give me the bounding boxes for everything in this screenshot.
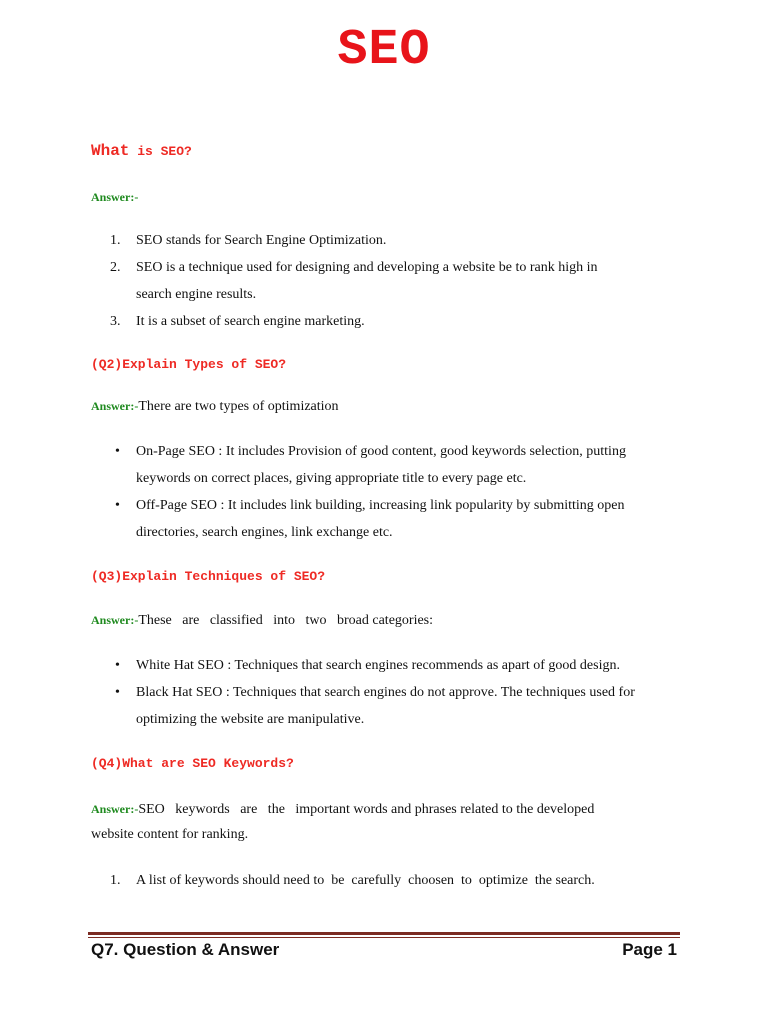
list-item <box>0 867 676 894</box>
footer-document-title: Q7. Question & Answer <box>91 940 280 959</box>
answer-label: Answer:- <box>91 802 139 816</box>
list-item-text: Black Hat SEO : Techniques that search engines do not approve. The techniques used for <box>136 685 635 700</box>
list-marker: 3. <box>110 314 121 329</box>
question-1-heading <box>91 142 192 160</box>
list-item <box>0 438 676 492</box>
list-item-text-continued: directories, search engines, link exchange etc. <box>136 525 393 540</box>
list-item-text-continued: search engine results. <box>136 287 257 302</box>
list-marker: 2. <box>110 260 121 275</box>
answer-label: Answer:- <box>91 613 139 627</box>
question-2-heading: (Q2)Explain Types of SEO? <box>91 357 287 372</box>
question-1-heading-rest: is SEO? <box>129 144 192 159</box>
footer-rule-thin <box>88 937 680 938</box>
answer-text: These are classified into two broad categories: <box>138 613 434 628</box>
page-title: SEO <box>337 22 431 79</box>
answer-text: There are two types of optimization <box>138 399 339 414</box>
list-item-text-continued: optimizing the website are manipulative. <box>136 712 365 727</box>
question-1-list <box>0 227 676 335</box>
question-4-answer <box>91 797 681 847</box>
list-item-text: A list of keywords should need to be carefully choosen to optimize the search. <box>136 873 595 888</box>
list-item-text: White Hat SEO : Techniques that search engines recommends as apart of good design. <box>136 658 620 673</box>
list-item <box>0 227 676 254</box>
question-3-answer <box>91 613 433 629</box>
list-item <box>0 679 676 733</box>
question-2-bullets <box>0 438 676 546</box>
list-item-text: SEO is a technique used for designing and developing a website be to rank high in <box>136 260 598 275</box>
question-4-heading: (Q4)What are SEO Keywords? <box>91 756 294 771</box>
question-3-heading: (Q3)Explain Techniques of SEO? <box>91 569 326 584</box>
footer-rule <box>88 932 680 935</box>
list-marker: 1. <box>110 873 121 888</box>
list-item-text: On-Page SEO : It includes Provision of good content, good keywords selection, putting <box>136 444 626 459</box>
list-marker: 1. <box>110 233 121 248</box>
list-item-text: It is a subset of search engine marketing. <box>136 314 365 329</box>
bullet-icon: • <box>115 658 120 673</box>
list-item <box>0 492 676 546</box>
answer-text-continued: website content for ranking. <box>91 827 249 842</box>
answer-text: SEO keywords are the important words and phrases related to the developed <box>138 802 595 817</box>
list-item <box>0 652 676 679</box>
question-1-heading-lead: What <box>91 142 130 160</box>
answer-label: Answer:- <box>91 399 139 413</box>
question-2-answer <box>91 399 339 415</box>
list-item-text: SEO stands for Search Engine Optimization. <box>136 233 387 248</box>
list-item <box>0 308 676 335</box>
list-item <box>0 254 676 308</box>
question-3-bullets <box>0 652 676 733</box>
bullet-icon: • <box>115 444 120 459</box>
list-item-text-continued: keywords on correct places, giving appropriate title to every page etc. <box>136 471 527 486</box>
question-4-list <box>0 867 676 894</box>
page-number: Page 1 <box>622 940 677 959</box>
bullet-icon: • <box>115 685 120 700</box>
answer-label: Answer:- <box>91 190 139 204</box>
bullet-icon: • <box>115 498 120 513</box>
list-item-text: Off-Page SEO : It includes link building, increasing link popularity by submitting open <box>136 498 625 513</box>
question-1-answer <box>91 190 138 206</box>
